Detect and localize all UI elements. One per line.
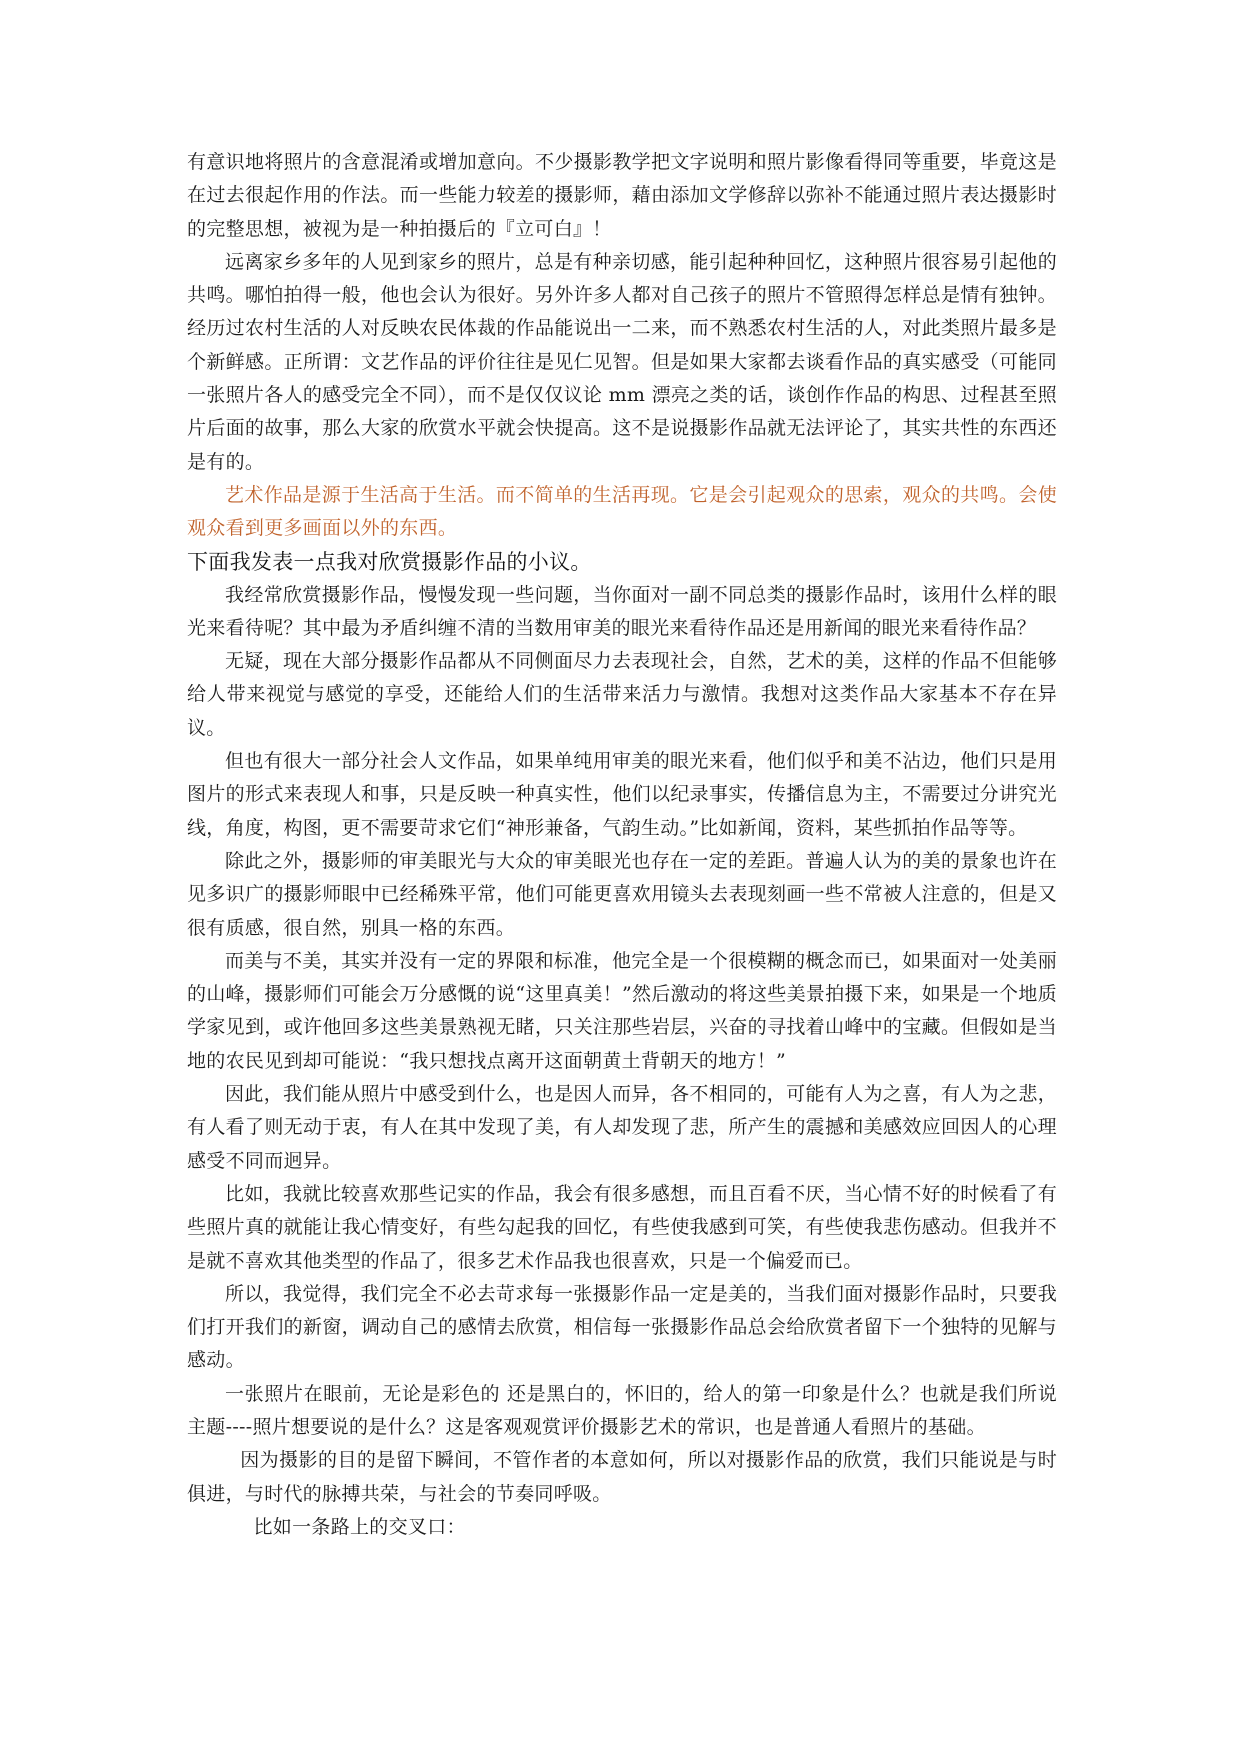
paragraph-2: 远离家乡多年的人见到家乡的照片，总是有种亲切感，能引起种种回忆，这种照片很容易引起他的共鸣。哪怕拍得一般，他也会认为很好。另外许多人都对自己孩子的照片不管照得怎样总是情有独钟。经历过农村生活的人对反映农民体裁的作品能说出一二来，而不熟悉农村生活的人，对此类照片最多是个新鲜感。正所谓：文艺作品的评价往往是见仁见智。但是如果大家都去谈看作品的真实感受（可能同一张照片各人的感受完全不同），而不是仅仅议论 mm 漂亮之类的话，谈创作作品的构思、过程甚至照片后面的故事，那么大家的欣赏水平就会快提高。这不是说摄影作品就无法评论了，其实共性的东西还是有的。	[187, 250, 1057, 473]
document-page	[187, 146, 1057, 1544]
paragraph-8: 而美与不美，其实并没有一定的界限和标准，他完全是一个很模糊的概念而已，如果面对一处美丽的山峰，摄影师们可能会万分感慨的说“这里真美！”然后激动的将这些美景拍摄下来，如果是一个地质学家见到，或许他回多这些美景熟视无睹，只关注那些岩层，兴奋的寻找着山峰中的宝藏。但假如是当地的农民见到却可能说：“我只想找点离开这面朝黄土背朝天的地方！”	[187, 949, 1057, 1072]
paragraph-5: 无疑，现在大部分摄影作品都从不同侧面尽力去表现社会，自然，艺术的美，这样的作品不但能够给人带来视觉与感觉的享受，还能给人们的生活带来活力与激情。我想对这类作品大家基本不存在异议。	[187, 650, 1057, 739]
paragraph-14: 比如一条路上的交叉口：	[253, 1515, 466, 1538]
paragraph-1: 有意识地将照片的含意混淆或增加意向。不少摄影教学把文字说明和照片影像看得同等重要，毕竟这是在过去很起作用的作法。而一些能力较差的摄影师，藉由添加文学修辞以弥补不能通过照片表达摄影时的完整思想，被视为是一种拍摄后的『立可白』！	[187, 151, 1057, 240]
paragraph-6: 但也有很大一部分社会人文作品，如果单纯用审美的眼光来看，他们似乎和美不沾边，他们只是用图片的形式来表现人和事，只是反映一种真实性，他们以纪录事实，传播信息为主，不需要过分讲究光线，角度，构图，更不需要苛求它们“神形兼备，气韵生动。”比如新闻，资料，某些抓拍作品等等。	[187, 750, 1057, 839]
section-heading: 下面我发表一点我对欣赏摄影作品的小议。	[187, 549, 592, 574]
paragraph-4: 我经常欣赏摄影作品，慢慢发现一些问题，当你面对一副不同总类的摄影作品时，该用什么样的眼光来看待呢？其中最为矛盾纠缠不清的当数用审美的眼光来看待作品还是用新闻的眼光来看待作品？	[187, 583, 1057, 639]
paragraph-13: 因为摄影的目的是留下瞬间，不管作者的本意如何，所以对摄影作品的欣赏，我们只能说是与时俱进，与时代的脉搏共荣，与社会的节奏同呼吸。	[187, 1449, 1057, 1505]
paragraph-7: 除此之外，摄影师的审美眼光与大众的审美眼光也存在一定的差距。普遍人认为的美的景象也许在见多识广的摄影师眼中已经稀殊平常，他们可能更喜欢用镜头去表现刻画一些不常被人注意的，但是又很有质感，很自然，别具一格的东西。	[187, 849, 1057, 939]
paragraph-12: 一张照片在眼前，无论是彩色的 还是黑白的，怀旧的，给人的第一印象是什么？也就是我们所说主题----照片想要说的是什么？这是客观观赏评价摄影艺术的常识，也是普通人看照片的基础。	[187, 1382, 1057, 1438]
paragraph-10: 比如，我就比较喜欢那些记实的作品，我会有很多感想，而且百看不厌，当心情不好的时候看了有些照片真的就能让我心情变好，有些勾起我的回忆，有些使我感到可笑，有些使我悲伤感动。但我并不是就不喜欢其他类型的作品了，很多艺术作品我也很喜欢，只是一个偏爱而已。	[187, 1182, 1057, 1272]
paragraph-11: 所以，我觉得，我们完全不必去苛求每一张摄影作品一定是美的，当我们面对摄影作品时，只要我们打开我们的新窗，调动自己的感情去欣赏，相信每一张摄影作品总会给欣赏者留下一个独特的见解与感动。	[187, 1282, 1057, 1372]
paragraph-3-highlighted: 艺术作品是源于生活高于生活。而不简单的生活再现。它是会引起观众的思索，观众的共鸣。会使观众看到更多画面以外的东西。	[187, 483, 1057, 540]
paragraph-9: 因此，我们能从照片中感受到什么，也是因人而异，各不相同的，可能有人为之喜，有人为之悲，有人看了则无动于衷，有人在其中发现了美，有人却发现了悲，所产生的震撼和美感效应回因人的心理感受不同而迥异。	[187, 1083, 1057, 1172]
